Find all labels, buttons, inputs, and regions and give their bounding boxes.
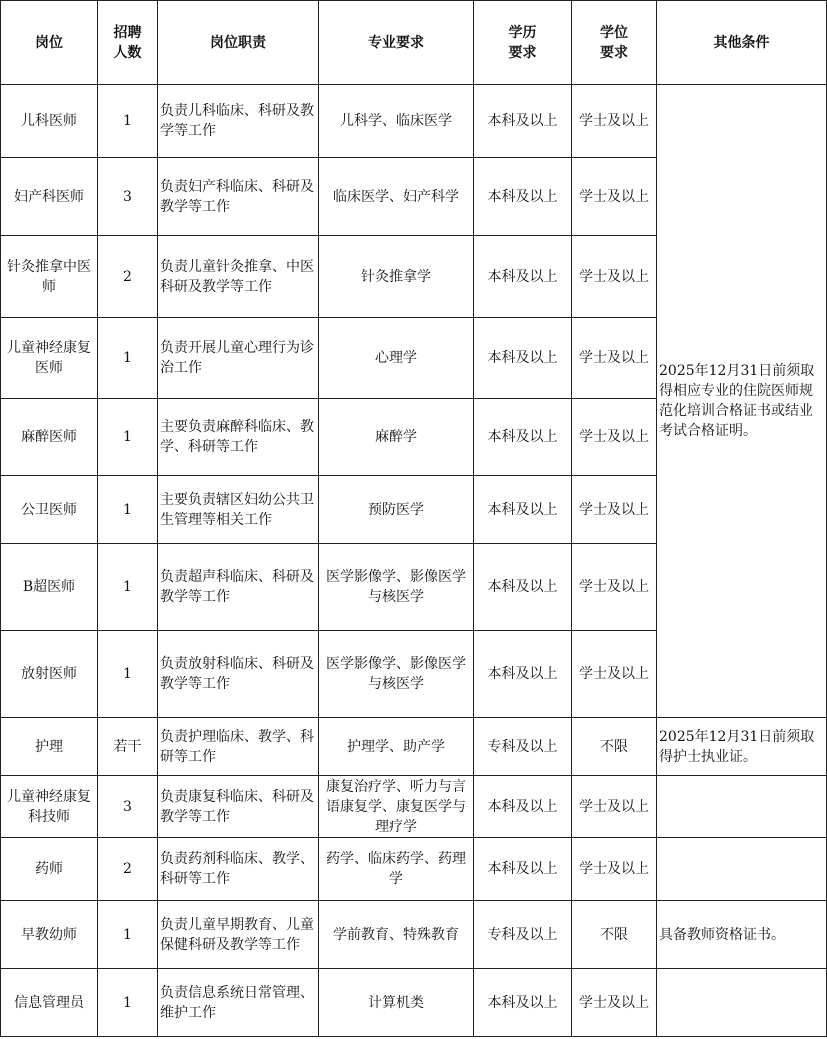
major-cell: 麻醉学 [319,399,474,476]
count-cell: 2 [98,838,158,901]
duty-cell: 负责儿童针灸推拿、中医科研及教学等工作 [158,236,319,318]
position-cell: 公卫医师 [1,476,98,544]
education-cell: 本科及以上 [474,776,572,838]
degree-cell: 学士及以上 [572,544,657,631]
education-cell: 专科及以上 [474,901,572,969]
table-row [1,901,827,969]
major-cell: 药学、临床药学、药理学 [319,838,474,901]
count-cell: 1 [98,318,158,399]
education-cell: 本科及以上 [474,969,572,1037]
position-cell: 早教幼师 [1,901,98,969]
education-cell: 本科及以上 [474,158,572,236]
duty-cell: 负责药剂科临床、教学、科研等工作 [158,838,319,901]
major-cell: 儿科学、临床医学 [319,85,474,158]
position-cell: 儿童神经康复科技师 [1,776,98,838]
major-cell: 医学影像学、影像医学与核医学 [319,544,474,631]
degree-cell: 不限 [572,718,657,776]
degree-cell: 学士及以上 [572,631,657,718]
table-row [1,85,827,158]
education-cell: 本科及以上 [474,236,572,318]
duty-cell: 负责儿童早期教育、儿童保健科研及教学等工作 [158,901,319,969]
degree-cell: 学士及以上 [572,838,657,901]
header-major: 专业要求 [319,1,474,85]
position-cell: 儿科医师 [1,85,98,158]
header-education-line2: 要求 [508,44,537,61]
duty-cell: 负责信息系统日常管理、维护工作 [158,969,319,1037]
count-cell: 2 [98,236,158,318]
duty-cell: 负责超声科临床、科研及教学等工作 [158,544,319,631]
header-degree-line1: 学位 [600,24,628,41]
education-cell: 本科及以上 [474,544,572,631]
duty-cell: 负责妇产科临床、科研及教学等工作 [158,158,319,236]
header-count-line2: 人数 [113,44,142,61]
other-cell: 具备教师资格证书。 [657,901,827,969]
duty-cell: 主要负责麻醉科临床、教学、科研等工作 [158,399,319,476]
education-cell: 本科及以上 [474,631,572,718]
header-education [474,1,572,85]
education-cell: 本科及以上 [474,476,572,544]
degree-cell: 学士及以上 [572,236,657,318]
major-cell: 医学影像学、影像医学与核医学 [319,631,474,718]
degree-cell: 学士及以上 [572,399,657,476]
position-cell: 麻醉医师 [1,399,98,476]
count-cell: 1 [98,476,158,544]
duty-cell: 负责开展儿童心理行为诊治工作 [158,318,319,399]
major-cell: 康复治疗学、听力与言语康复学、康复医学与理疗学 [319,776,474,838]
major-cell: 学前教育、特殊教育 [319,901,474,969]
header-row [1,1,827,85]
count-cell: 1 [98,901,158,969]
position-cell: B超医师 [1,544,98,631]
count-cell: 3 [98,776,158,838]
duty-cell: 负责儿科临床、科研及教学等工作 [158,85,319,158]
major-cell: 针灸推拿学 [319,236,474,318]
count-cell: 1 [98,631,158,718]
position-cell: 妇产科医师 [1,158,98,236]
position-cell: 护理 [1,718,98,776]
major-cell: 心理学 [319,318,474,399]
other-cell [657,969,827,1037]
count-cell: 1 [98,85,158,158]
education-cell: 本科及以上 [474,838,572,901]
major-cell: 护理学、助产学 [319,718,474,776]
header-other: 其他条件 [657,1,827,85]
header-degree [572,1,657,85]
header-count-line1: 招聘 [113,24,142,41]
header-duty: 岗位职责 [158,1,319,85]
duty-cell: 负责放射科临床、科研及教学等工作 [158,631,319,718]
other-cell [657,838,827,901]
education-cell: 本科及以上 [474,318,572,399]
header-degree-line2: 要求 [600,44,628,61]
header-count [98,1,158,85]
degree-cell: 学士及以上 [572,476,657,544]
count-cell: 3 [98,158,158,236]
duty-cell: 负责护理临床、教学、科研等工作 [158,718,319,776]
major-cell: 计算机类 [319,969,474,1037]
position-cell: 儿童神经康复医师 [1,318,98,399]
table-row [1,776,827,838]
education-cell: 本科及以上 [474,399,572,476]
table-row [1,969,827,1037]
count-cell: 1 [98,544,158,631]
count-cell: 若干 [98,718,158,776]
count-cell: 1 [98,969,158,1037]
position-cell: 药师 [1,838,98,901]
education-cell: 本科及以上 [474,85,572,158]
degree-cell: 学士及以上 [572,158,657,236]
education-cell: 专科及以上 [474,718,572,776]
table-row [1,718,827,776]
degree-cell: 学士及以上 [572,776,657,838]
position-cell: 放射医师 [1,631,98,718]
duty-cell: 主要负责辖区妇幼公共卫生管理等相关工作 [158,476,319,544]
major-cell: 临床医学、妇产科学 [319,158,474,236]
header-education-line1: 学历 [508,24,537,41]
position-cell: 针灸推拿中医师 [1,236,98,318]
position-cell: 信息管理员 [1,969,98,1037]
degree-cell: 学士及以上 [572,85,657,158]
duty-cell: 负责康复科临床、科研及教学等工作 [158,776,319,838]
degree-cell: 学士及以上 [572,318,657,399]
table-row [1,838,827,901]
other-cell: 2025年12月31日前须取得护士执业证。 [657,718,827,776]
merged-other-cell: 2025年12月31日前须取得相应专业的住院医师规范化培训合格证书或结业考试合格证明。 [657,85,827,718]
major-cell: 预防医学 [319,476,474,544]
degree-cell: 不限 [572,901,657,969]
degree-cell: 学士及以上 [572,969,657,1037]
other-cell [657,776,827,838]
header-position: 岗位 [1,1,98,85]
count-cell: 1 [98,399,158,476]
